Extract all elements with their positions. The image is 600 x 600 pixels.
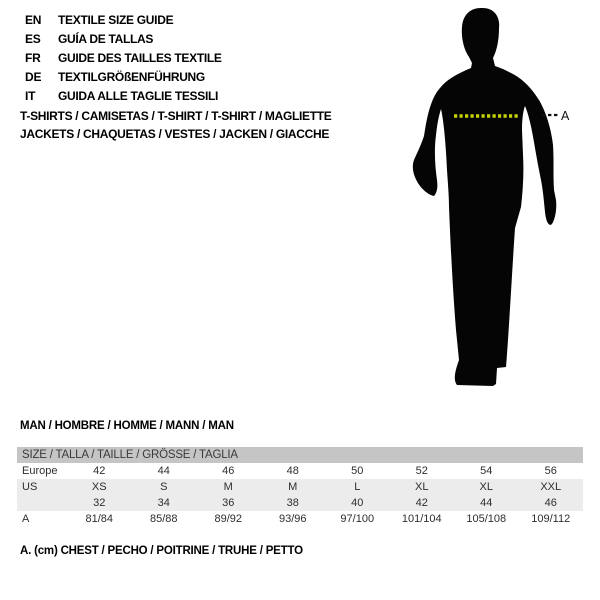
language-row-fr (25, 48, 222, 67)
language-title: GUIDE DES TAILLES TEXTILE (58, 50, 222, 65)
size-table-header-row (17, 447, 583, 463)
row-label: A (22, 513, 30, 525)
size-cell: 32 (93, 497, 106, 509)
size-cell: L (354, 481, 361, 493)
size-cell: 101/104 (401, 513, 442, 525)
size-cell: 34 (157, 497, 170, 509)
size-cell: 93/96 (278, 513, 307, 525)
size-cell: 89/92 (214, 513, 243, 525)
man-silhouette-figure (405, 0, 580, 400)
table-row-us-letters (17, 479, 583, 495)
measurement-footnote: A. (cm) CHEST / PECHO / POITRINE / TRUHE / PETTO (20, 545, 303, 557)
language-row-en (25, 10, 222, 29)
size-cell: 52 (415, 465, 428, 477)
size-cell: 46 (544, 497, 557, 509)
size-cell: XS (91, 481, 107, 493)
language-title: GUIDA ALLE TAGLIE TESSILI (58, 88, 219, 103)
language-code: EN (25, 12, 42, 27)
size-cell: XL (415, 481, 429, 493)
size-cell: 109/112 (531, 513, 571, 525)
size-cell: XL (479, 481, 493, 493)
size-cell: 40 (351, 497, 364, 509)
size-cell: 42 (415, 497, 428, 509)
size-cell: 56 (544, 465, 557, 477)
size-table (17, 447, 583, 527)
language-code: DE (25, 69, 42, 84)
size-table-header: SIZE / TALLA / TAILLE / GRÖSSE / TAGLIA (17, 447, 583, 463)
size-cell: 44 (480, 497, 493, 509)
section-title-man: MAN / HOMBRE / HOMME / MANN / MAN (20, 420, 234, 432)
size-cell: 42 (93, 465, 106, 477)
size-cell: 50 (351, 465, 364, 477)
size-cell: 97/100 (340, 513, 375, 525)
size-cell: M (288, 481, 298, 493)
size-cell: 46 (222, 465, 235, 477)
size-cell: 36 (222, 497, 235, 509)
size-cell: 105/108 (466, 513, 507, 525)
size-cell: S (160, 481, 168, 493)
language-code: IT (25, 88, 36, 103)
size-cell: XXL (540, 481, 562, 493)
man-silhouette-shape (413, 8, 556, 386)
language-row-it (25, 86, 222, 105)
language-list (25, 10, 222, 105)
table-row-europe (17, 463, 583, 479)
size-cell: 85/88 (149, 513, 178, 525)
language-title: TEXTILE SIZE GUIDE (58, 12, 174, 27)
row-label: US (22, 481, 38, 493)
row-label (17, 495, 67, 511)
product-categories (20, 107, 332, 143)
table-row-us-numbers (17, 495, 583, 511)
chest-measure-label: A (561, 109, 570, 123)
table-row-chest-cm (17, 511, 583, 527)
size-cell: 48 (286, 465, 299, 477)
language-code: FR (25, 50, 41, 65)
size-cell: 38 (286, 497, 299, 509)
language-row-de (25, 67, 222, 86)
language-code: ES (25, 31, 41, 46)
row-label: Europe (22, 465, 58, 477)
product-line-jackets: JACKETS / CHAQUETAS / VESTES / JACKEN / GIACCHE (20, 127, 330, 141)
product-line-tshirts: T-SHIRTS / CAMISETAS / T-SHIRT / T-SHIRT / MAGLIETTE (20, 109, 332, 123)
size-cell: 44 (157, 465, 170, 477)
size-cell: M (223, 481, 233, 493)
size-cell: 54 (480, 465, 493, 477)
language-title: TEXTILGRÖßENFÜHRUNG (58, 69, 205, 84)
size-cell: 81/84 (85, 513, 114, 525)
language-title: GUÍA DE TALLAS (58, 31, 154, 46)
language-row-es (25, 29, 222, 48)
